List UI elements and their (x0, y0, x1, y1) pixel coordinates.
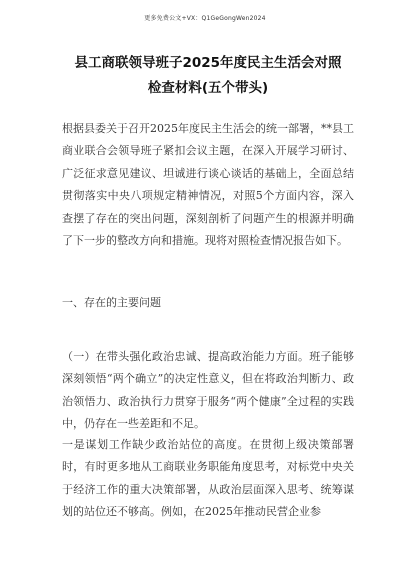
detail-paragraph: 一是谋划工作缺少政治站位的高度。在贯彻上级决策部署时，有时更多地从工商联业务职能角度思考，对标党中央关于经济工作的重大决策部署，从政治层面深入思考、统筹谋划的站位还不够高。例如，在2025年推动民营企业参 (62, 438, 354, 519)
intro-paragraph: 根据县委关于召开2025年度民主生活会的统一部署，**县工商业联合会领导班子紧扣会议主题，在深入开展学习研讨、广泛征求意见建议、坦诚进行谈心谈话的基础上，全面总结贯彻落实中央八项规定精神情况，对照5个方面内容，深入查摆了存在的突出问题，深刻剖析了问题产生的根源并明确了下一步的整改方向和措施。现将对照检查情况报告如下。 (62, 122, 354, 248)
point-one-paragraph: （一）在带头强化政治忠诚、提高政治能力方面。班子能够深刻领悟“两个确立”的决定性意义，但在将政治判断力、政治领悟力、政治执行力贯穿于服务“两个健康”全过程的实践中，仍存在一些差距和不足。 (62, 350, 354, 431)
header-note: 更多免费公文+VX：Q1GeGongWen2024 (144, 15, 266, 22)
document-title: 县工商联领导班子2025年度民主生活会对照检查材料(五个带头) (74, 55, 342, 96)
section-heading: 一、存在的主要问题 (62, 296, 161, 309)
